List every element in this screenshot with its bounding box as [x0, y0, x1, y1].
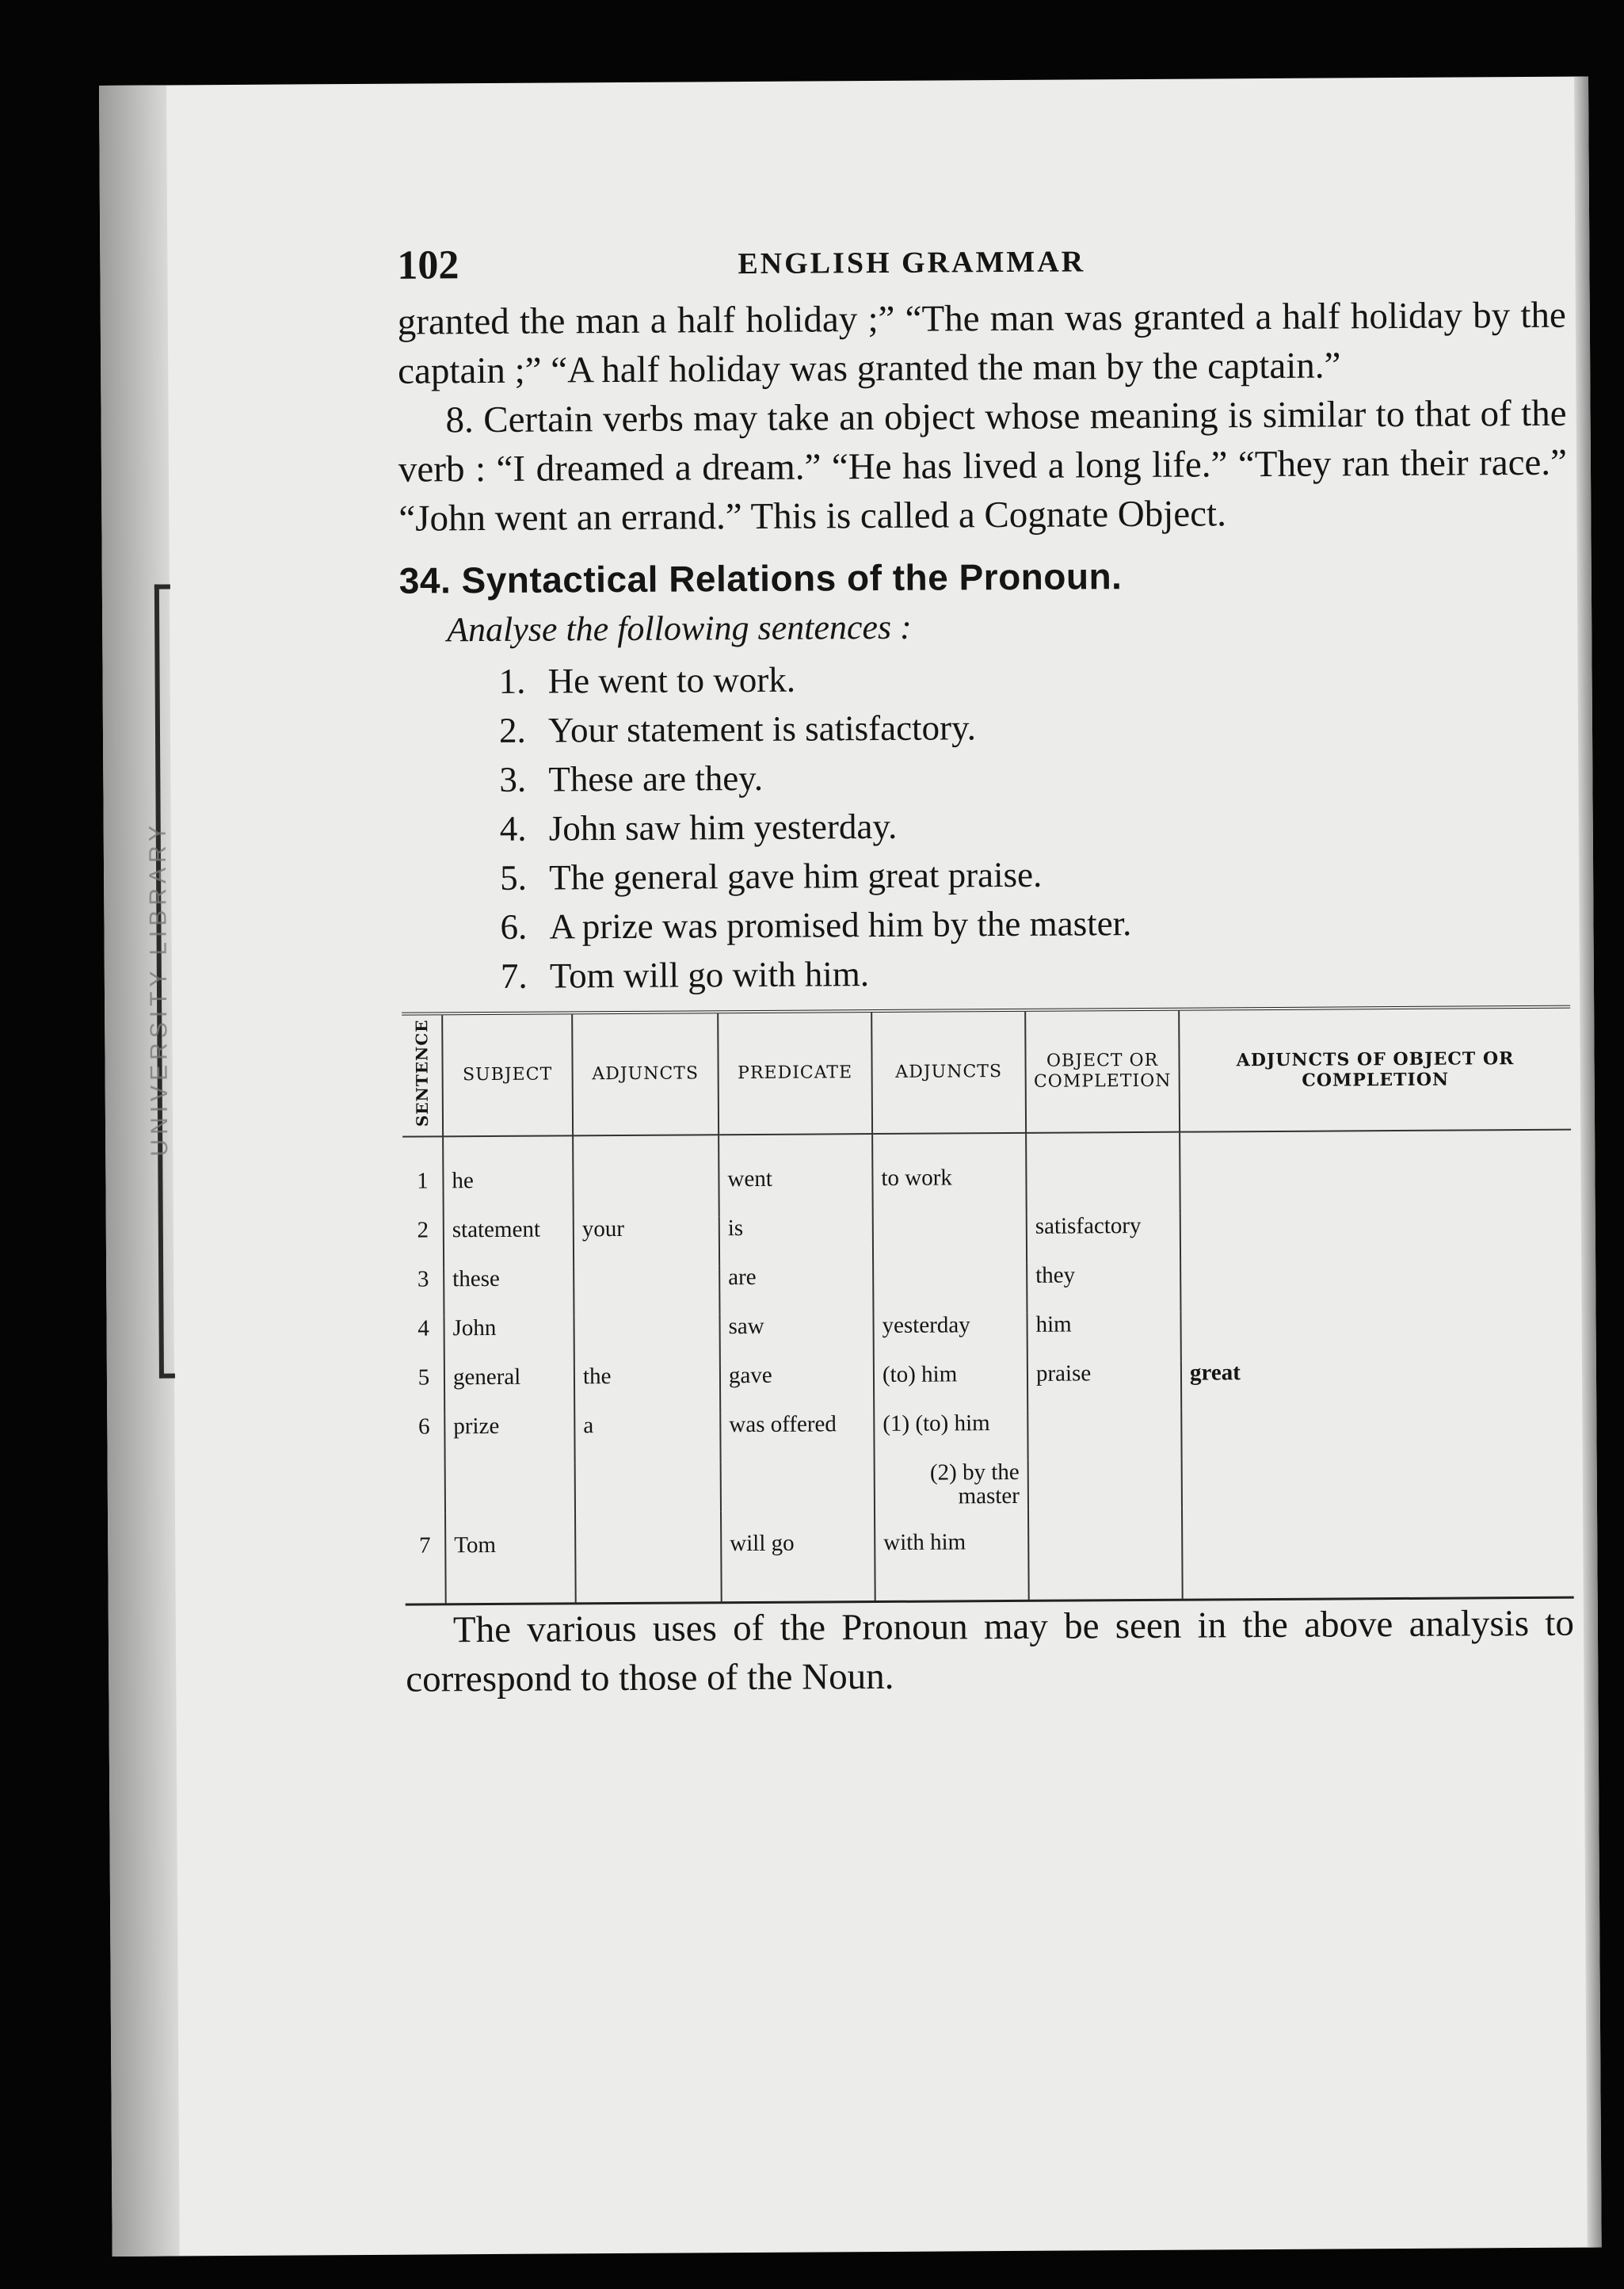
table-row	[403, 1261, 1572, 1317]
cell-predicate: is	[719, 1215, 873, 1265]
sentence-text: These are they.	[548, 757, 764, 799]
cell-sentence-number: 6	[404, 1414, 444, 1463]
cell-sentence-number: 7	[405, 1513, 446, 1603]
cell-object-adjunct	[1182, 1457, 1573, 1509]
cell-subject: Tom	[445, 1512, 576, 1603]
cell-object	[1027, 1410, 1181, 1460]
table-row	[405, 1506, 1574, 1604]
list-item	[500, 896, 1569, 952]
paragraph-continuation	[398, 291, 1567, 396]
paragraph-text: 8. Certain verbs may take an object whose meaning is similar to that of the verb : “I dreamed a dream.” “He has lived a long life.” “They ran their race.” “John went an errand.” This is called a Cognate Object.	[398, 392, 1568, 540]
cell-object-adjunct	[1180, 1130, 1572, 1214]
cell-object-adjunct	[1180, 1211, 1572, 1263]
cell-subject: these	[444, 1266, 574, 1316]
cell-object: praise	[1027, 1361, 1181, 1411]
running-title: ENGLISH GRAMMAR	[738, 245, 1086, 281]
page-edge	[1574, 77, 1602, 2248]
header-adjuncts-predicate: ADJUNCTS	[871, 1012, 1026, 1134]
header-sentence	[402, 1015, 443, 1136]
list-number: 4.	[499, 808, 527, 849]
cell-sentence-number	[405, 1463, 445, 1513]
cell-predicate-adjunct: (to) him	[874, 1362, 1027, 1412]
cell-adjunct	[575, 1462, 721, 1512]
cell-adjunct: the	[574, 1364, 720, 1413]
cell-subject	[445, 1463, 575, 1513]
cell-predicate: will go	[721, 1510, 875, 1601]
sentence-text: John saw him yesterday.	[548, 806, 898, 849]
page-content	[397, 235, 1574, 1704]
sentence-text: Your statement is satisfactory.	[547, 708, 977, 750]
section-heading: 34. Syntactical Relations of the Pronoun.	[398, 555, 1123, 601]
cell-object-adjunct	[1181, 1408, 1573, 1459]
cell-subject: he	[443, 1135, 574, 1218]
instruction: Analyse the following sentences :	[447, 607, 912, 650]
cell-sentence-number: 3	[403, 1267, 444, 1316]
book-page	[99, 77, 1602, 2257]
list-number: 3.	[499, 759, 527, 799]
list-number: 2.	[498, 710, 526, 750]
sentence-text: He went to work.	[547, 659, 796, 701]
page-number: 102	[397, 242, 459, 288]
cell-sentence-number: 5	[404, 1365, 444, 1414]
cell-object-adjunct	[1180, 1310, 1572, 1361]
table-row	[403, 1211, 1572, 1268]
paragraph-text: granted the man a half holiday ;” “The man was granted a half holiday by the captain ;” “A half holiday was granted the man by the captain.”	[397, 294, 1566, 392]
cell-object: satisfactory	[1027, 1214, 1180, 1264]
cell-object	[1026, 1132, 1180, 1215]
cell-predicate-adjunct: yesterday	[873, 1313, 1027, 1363]
list-number: 6.	[500, 906, 528, 947]
table-row	[404, 1408, 1573, 1464]
cell-adjunct: your	[574, 1216, 719, 1266]
cell-subject: prize	[444, 1413, 574, 1463]
closing-paragraph	[406, 1599, 1575, 1704]
header-object: OBJECT OR COMPLETION	[1025, 1011, 1180, 1133]
list-number: 1.	[498, 661, 526, 701]
cell-object-adjunct: great	[1189, 1360, 1241, 1386]
list-number: 5.	[499, 857, 528, 898]
sentence-text: The general gave him great praise.	[548, 854, 1043, 898]
list-number: 7.	[500, 956, 528, 996]
list-item	[499, 700, 1569, 755]
cell-adjunct	[573, 1135, 719, 1217]
cell-predicate	[721, 1461, 875, 1511]
list-item	[498, 650, 1568, 706]
cell-predicate-adjunct	[873, 1264, 1027, 1314]
cell-subject: John	[444, 1315, 574, 1365]
cell-object-adjunct	[1182, 1506, 1574, 1599]
cell-predicate-adjunct	[873, 1215, 1027, 1265]
list-item	[501, 945, 1570, 1001]
cell-object	[1028, 1509, 1183, 1600]
header-subject: SUBJECT	[442, 1014, 573, 1136]
cell-predicate-adjunct: to work	[872, 1133, 1027, 1215]
cell-sentence-number: 1	[402, 1136, 444, 1218]
paragraph-cognate-object	[398, 389, 1567, 544]
cell-adjunct	[575, 1511, 722, 1602]
header-object-adjuncts: ADJUNCTS OF OBJECT OR COMPLETION	[1179, 1009, 1571, 1132]
cell-predicate-adjunct: (1) (to) him	[874, 1411, 1027, 1461]
library-stamp: UNIVERSITY LIBRARY	[144, 820, 173, 1157]
cell-object	[1028, 1459, 1182, 1509]
table-row	[403, 1310, 1572, 1366]
cell-predicate: saw	[719, 1314, 873, 1364]
cell-object: they	[1027, 1263, 1180, 1313]
cell-predicate-adjunct: with him	[875, 1509, 1029, 1600]
paragraph-text: The various uses of the Pronoun may be seen in the above analysis to correspond to those of the Noun.	[406, 1602, 1575, 1700]
running-head	[397, 235, 1565, 298]
cell-predicate-adjunct: (2) by the master	[875, 1460, 1028, 1510]
cell-adjunct	[574, 1265, 719, 1315]
list-item	[500, 847, 1569, 902]
sentence-list	[399, 650, 1570, 1001]
table-row	[404, 1359, 1573, 1415]
cell-predicate: was offered	[720, 1412, 874, 1462]
analysis-table-frame	[402, 1005, 1574, 1606]
header-predicate: PREDICATE	[718, 1013, 872, 1135]
cell-subject: statement	[444, 1217, 574, 1267]
cell-predicate: gave	[720, 1363, 874, 1413]
table-header-row	[402, 1009, 1571, 1137]
header-adjuncts: ADJUNCTS	[572, 1013, 719, 1135]
cell-object: him	[1027, 1312, 1180, 1362]
cell-subject: general	[444, 1364, 574, 1414]
table-row	[405, 1457, 1573, 1513]
header-text: SENTENCE	[412, 1019, 433, 1127]
cell-sentence-number: 4	[403, 1316, 444, 1365]
cell-adjunct	[574, 1314, 719, 1364]
sentence-text: A prize was promised him by the master.	[549, 903, 1132, 947]
cell-adjunct: a	[574, 1413, 720, 1463]
list-item	[500, 798, 1569, 853]
analysis-table	[402, 1009, 1574, 1604]
cell-predicate: are	[719, 1265, 873, 1314]
cell-object-adjunct	[1180, 1261, 1572, 1312]
sentence-text: Tom will go with him.	[549, 954, 870, 996]
cell-predicate: went	[719, 1134, 873, 1216]
table-row	[402, 1130, 1572, 1219]
cell-sentence-number: 2	[403, 1218, 444, 1267]
list-item	[499, 749, 1569, 804]
